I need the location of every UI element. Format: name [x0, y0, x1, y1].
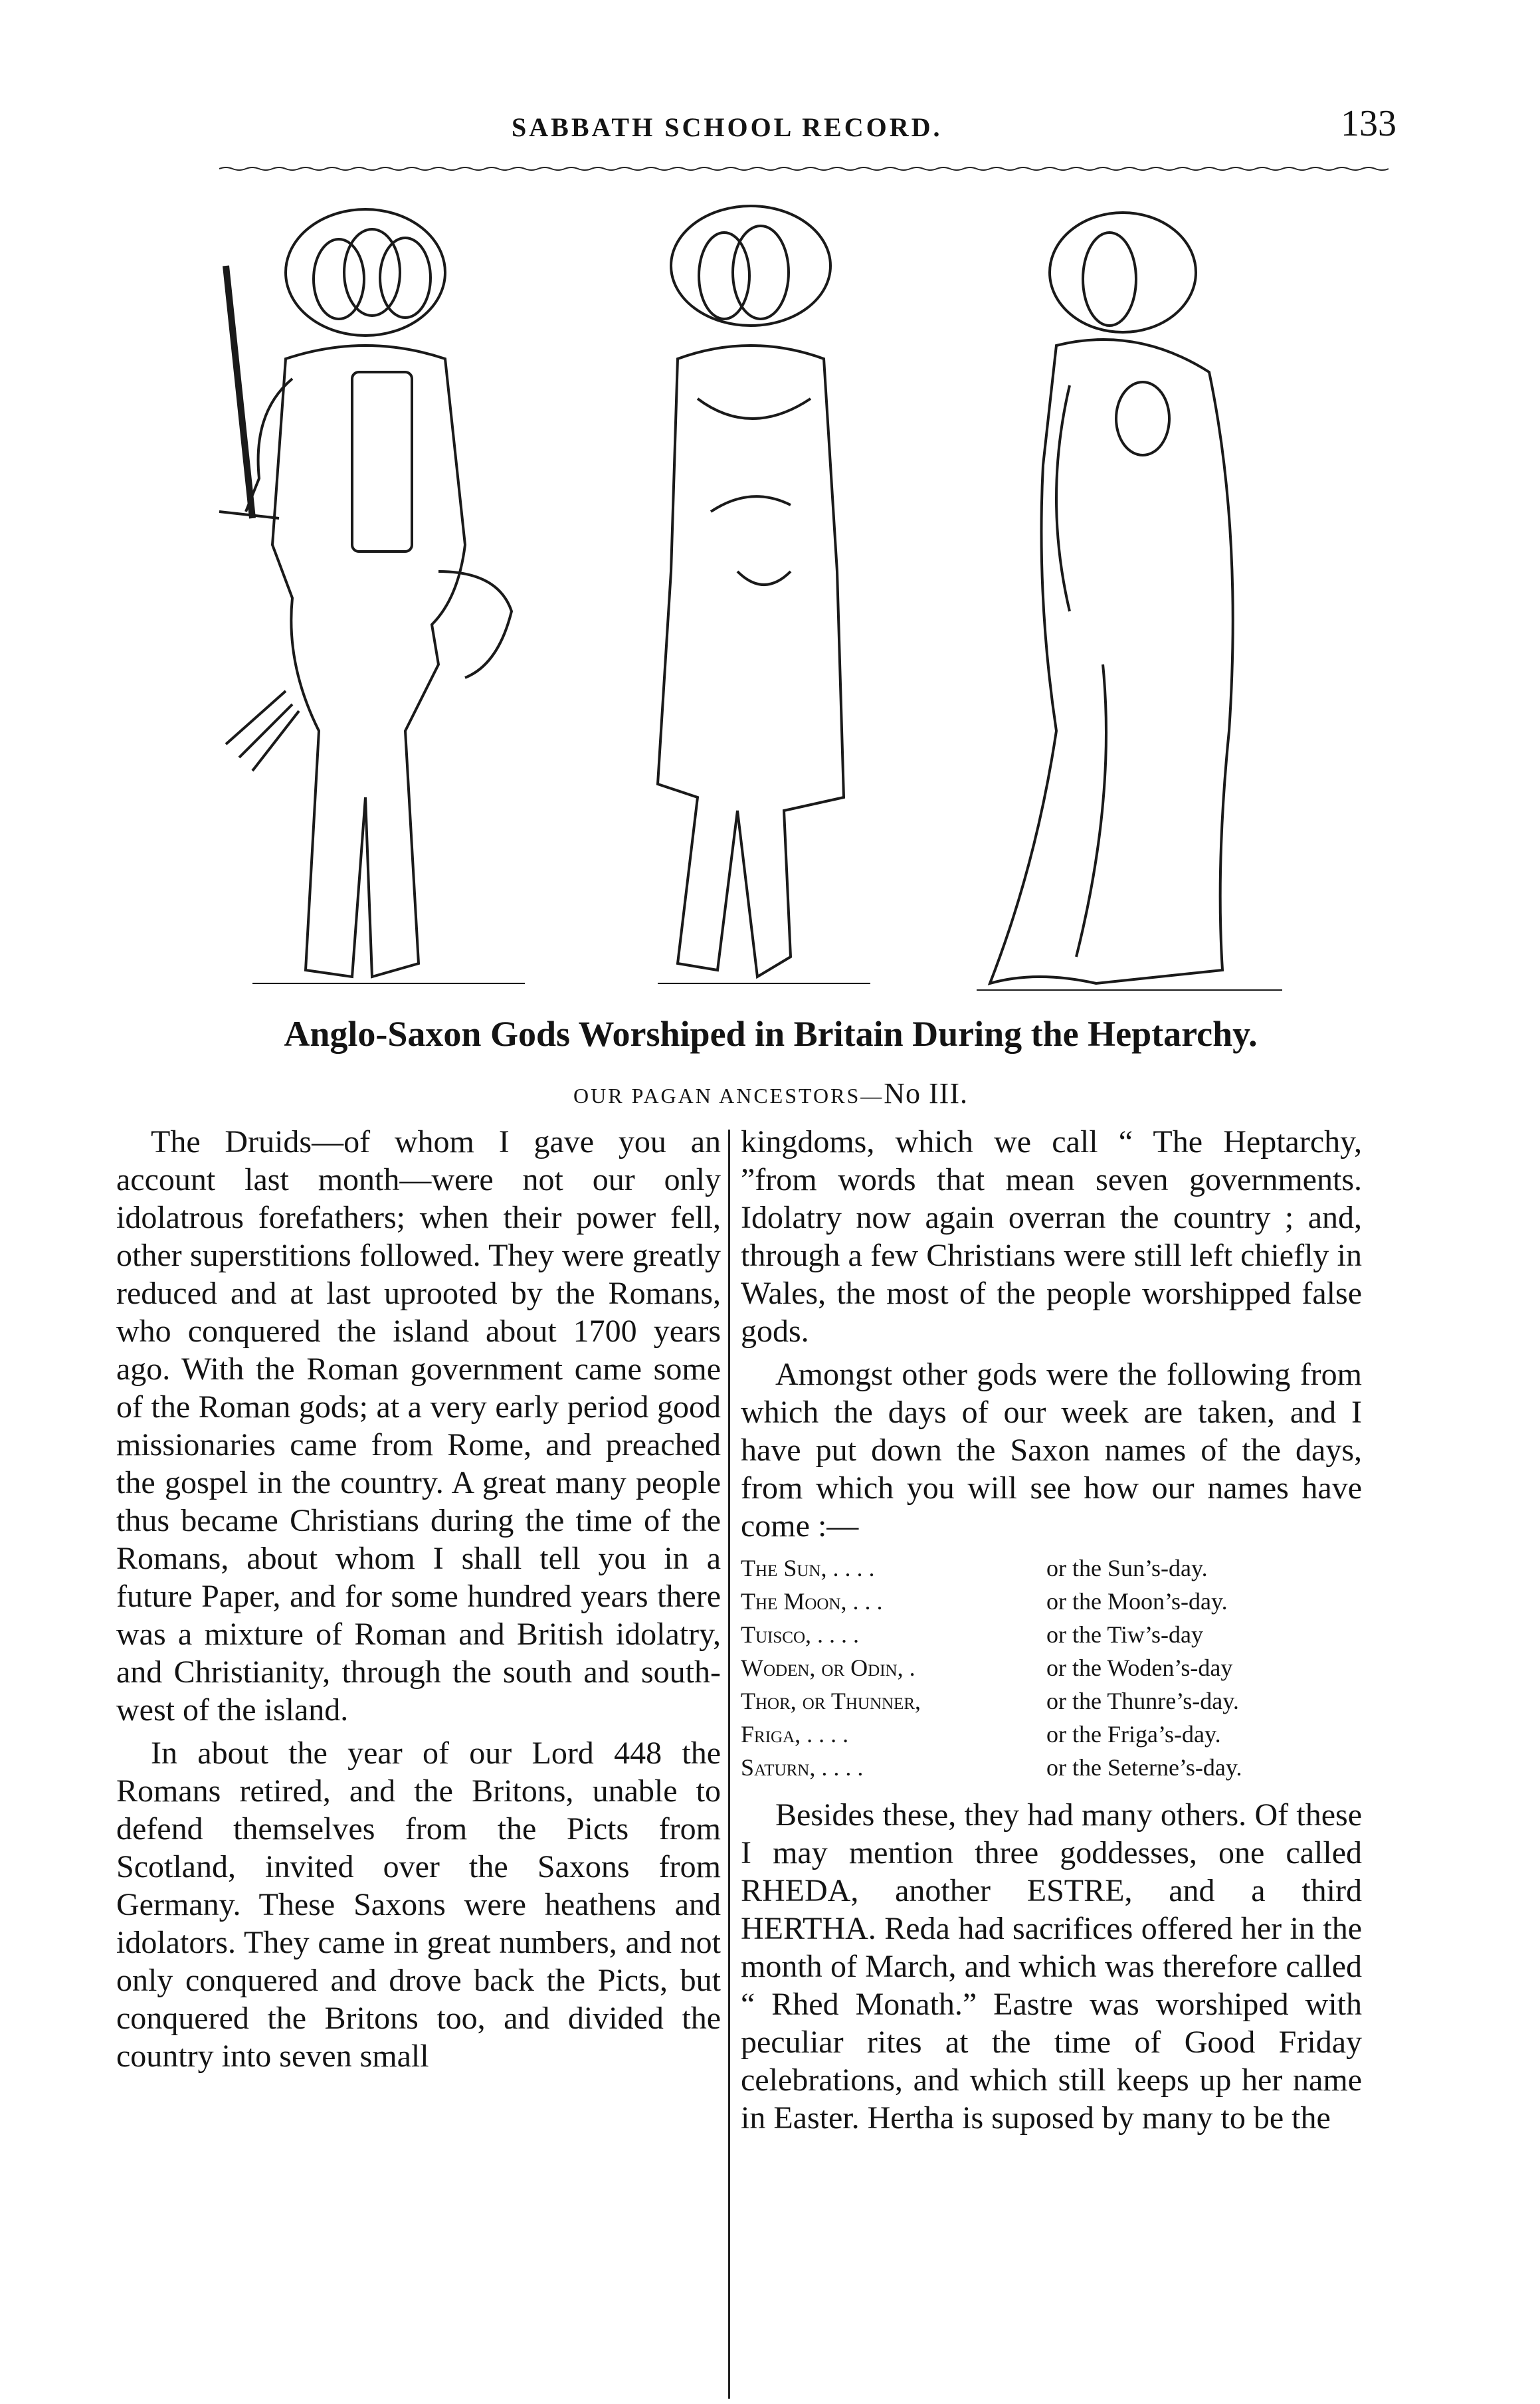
table-row — [741, 1618, 1362, 1651]
engraving-figure — [153, 199, 1402, 1023]
day-name: or the Friga’s-day. — [1046, 1721, 1221, 1748]
left-column — [116, 1123, 721, 2080]
day-name: or the Thunre’s-day. — [1046, 1688, 1239, 1714]
day-name: or the Tiw’s-day — [1046, 1621, 1204, 1648]
table-row — [741, 1585, 1362, 1618]
god-name: Woden, or Odin, . — [741, 1654, 915, 1681]
table-row — [741, 1751, 1362, 1784]
table-row — [741, 1552, 1362, 1585]
god-name: Saturn, . . . . — [741, 1754, 864, 1781]
paragraph: Amongst other gods were the following from which the days of our week are taken, and I have put down the Saxon names of the days, from which you will see how our names have come :— — [741, 1357, 1362, 1544]
days-of-week-table — [741, 1552, 1362, 1784]
running-title: SABBATH SCHOOL RECORD. — [512, 112, 943, 142]
article-title — [133, 1076, 1408, 1110]
god-name: The Moon, . . . — [741, 1588, 883, 1615]
day-name: or the Sun’s-day. — [1046, 1555, 1208, 1581]
god-name: Friga, . . . . — [741, 1721, 849, 1748]
god-name: Thor, or Thunner, — [741, 1688, 921, 1714]
day-name: or the Seterne’s-day. — [1046, 1754, 1242, 1781]
table-row — [741, 1718, 1362, 1751]
right-column — [741, 1123, 1362, 2142]
column-divider — [728, 1130, 730, 2399]
tunic-god-figure — [658, 206, 870, 983]
armored-god-figure — [219, 209, 525, 983]
table-row — [741, 1684, 1362, 1718]
figure-caption: Anglo-Saxon Gods Worshiped in Britain During the Heptarchy. — [284, 1014, 1258, 1054]
day-name: or the Woden’s-day — [1046, 1654, 1233, 1681]
header-rule — [219, 166, 1389, 171]
page-header — [166, 103, 1402, 153]
page-number: 133 — [1341, 103, 1396, 144]
paragraph: Besides these, they had many others. Of these I may mention three goddesses, one called RHEDA, another ESTRE, and a third HERTHA. Reda had sacrifices offered her in the month of March, and which was therefore called “ Rhed Monath.” Eastre was worshiped with peculiar rites at the time of Good Friday celebrations, and which still keeps up her name in Easter. Hertha is suposed by many to be the — [741, 1797, 1362, 2136]
article-title-text: OUR PAGAN ANCESTORS— — [573, 1084, 884, 1108]
god-name: Tuisco, . . . . — [741, 1621, 860, 1648]
robed-god-figure — [977, 213, 1282, 990]
god-name: The Sun, . . . . — [741, 1555, 875, 1581]
paragraph: kingdoms, which we call “ The Heptarchy, ”from words that mean seven governments. Idolatry now again overran the country ; and, through a few Christians were still left chiefly in Wales, the most of the people worshipped false gods. — [741, 1124, 1362, 1349]
anglo-saxon-gods-illustration — [153, 199, 1402, 1023]
article-number: No III. — [884, 1077, 968, 1110]
paragraph: In about the year of our Lord 448 the Romans retired, and the Britons, unable to defend themselves from the Picts from Scotland, invited over the Saxons from Germany. These Saxons were heathens and idolators. They came in great numbers, and not only conquered and drove back the Picts, but conquered the Britons too, and divided the country into seven small — [116, 1736, 721, 2074]
table-row — [741, 1651, 1362, 1684]
paragraph: The Druids—of whom I gave you an account last month—were not our only idolatrous forefathers; when their power fell, other superstitions followed. They were greatly reduced and at last uprooted by the Romans, who conquered the island about 1700 years ago. With the Roman government came some of the Roman gods; at a very early period good missionaries came from Rome, and preached the gospel in the country. A great many people thus became Christians during the time of the Romans, about whom I shall tell you in a future Paper, and for some hundred years there was a mixture of Roman and British idolatry, and Christianity, through the south and south-west of the island. — [116, 1124, 721, 1728]
day-name: or the Moon’s-day. — [1046, 1588, 1228, 1615]
